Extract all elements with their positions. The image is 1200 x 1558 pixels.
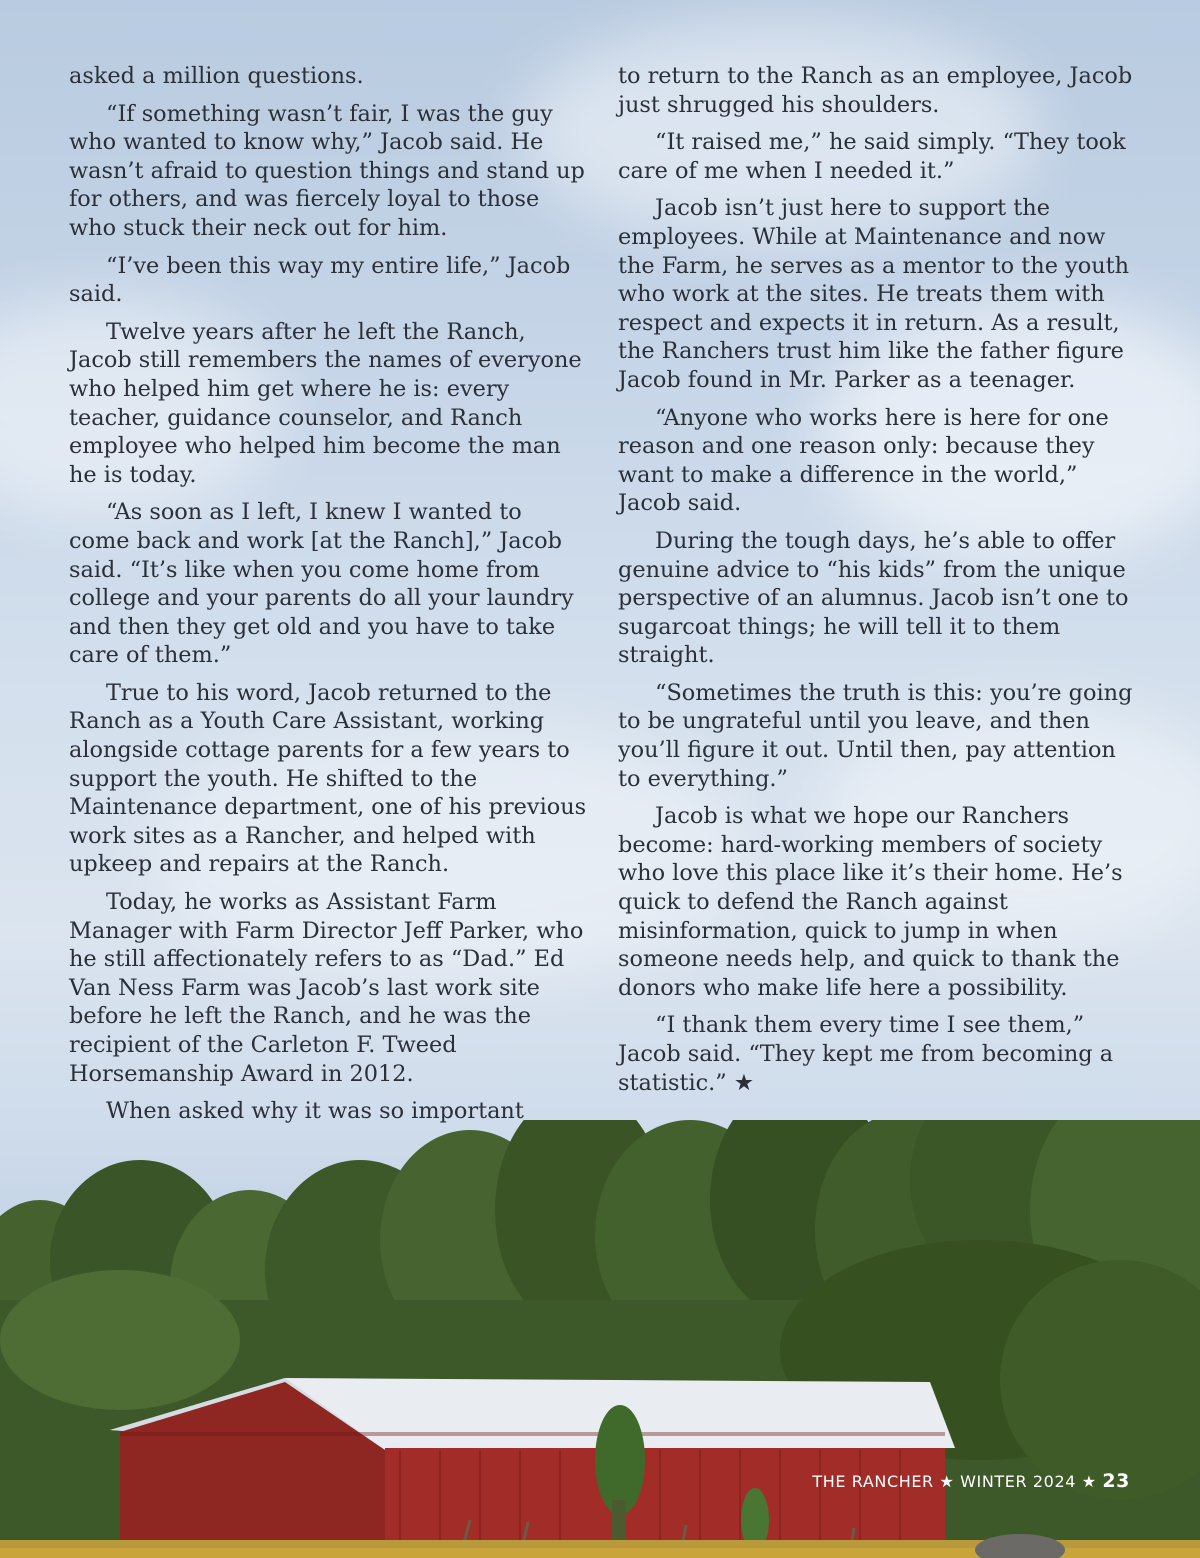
paragraph: When asked why it was so important	[106, 1098, 524, 1125]
paragraph: to return to the Ranch as an employee, Jacob just shrugged his shoulders.	[618, 63, 1133, 118]
paragraph: “I thank them every time I see them,” Jacob said. “They kept me from becoming a statistic.” ★	[618, 1012, 1114, 1096]
paragraph: “I’ve been this way my entire life,” Jacob said.	[69, 252, 571, 308]
paragraph: “Sometimes the truth is this: you’re going to be ungrateful until you leave, and then you’ll figure it out. Until then, pay attention to everything.”	[618, 679, 1133, 792]
paragraph: Jacob isn’t just here to support the employees. While at Maintenance and now the Farm, he serves as a mentor to the youth who work at the sites. He treats them with respect and expects it in return. As a result, the Ranchers trust him like the father figure Jacob found in Mr. Parker as a teenager.	[618, 195, 1130, 393]
paragraph: Today, he works as Assistant Farm Manager with Farm Director Jeff Parker, who he still affectionately refers to as “Dad.” Ed Van Ness Farm was Jacob’s last work site before he left the Ranch, and he was the recipient of the Carleton F. Tweed Horsemanship Award in 2012.	[69, 889, 584, 1087]
publication-name: THE RANCHER	[812, 1472, 934, 1491]
paragraph: “If something wasn’t fair, I was the guy who wanted to know why,” Jacob said. He wasn’t afraid to question things and stand up for others, and was fiercely loyal to those who stuck their neck out for him.	[69, 100, 585, 241]
paragraph: True to his word, Jacob returned to the Ranch as a Youth Care Assistant, working alongside cottage parents for a few years to support the youth. He shifted to the Maintenance department, one of his previous work sites as a Rancher, and helped with upkeep and repairs at the Ranch.	[69, 679, 587, 878]
article-column-left	[69, 62, 589, 1135]
star-icon: ★	[1081, 1472, 1097, 1491]
star-icon: ★	[939, 1472, 955, 1491]
paragraph: Twelve years after he left the Ranch, Jacob still remembers the names of everyone who helped him get where he is: every teacher, guidance counselor, and Ranch employee who helped him become the man he is today.	[69, 318, 582, 488]
paragraph: asked a million questions.	[69, 63, 364, 89]
paragraph: During the tough days, he’s able to offer genuine advice to “his kids” from the unique perspective of an alumnus. Jacob isn’t one to sugarcoat things; he will tell it to them straight.	[618, 527, 1129, 669]
front-tree	[595, 1405, 645, 1515]
farm-scene-photo	[0, 1120, 1200, 1558]
page-footer	[812, 1470, 1130, 1492]
paragraph: “Anyone who works here is here for one reason and one reason only: because they want to make a difference in the world,” Jacob said.	[618, 404, 1109, 517]
paragraph: Jacob is what we hope our Ranchers become: hard-working members of society who love this place like it’s their home. He’s quick to defend the Ranch against misinformation, quick to jump in when someone needs help, and quick to thank the donors who make life here a possibility.	[618, 803, 1123, 1001]
page-number: 23	[1102, 1470, 1130, 1492]
article-column-right	[618, 62, 1138, 1106]
paragraph: “It raised me,” he said simply. “They took care of me when I needed it.”	[618, 129, 1126, 184]
paragraph: “As soon as I left, I knew I wanted to come back and work [at the Ranch],” Jacob said. “It’s like when you come home from college and your parents do all your laundry and then they get old and you have to take care of them.”	[69, 499, 574, 669]
issue-date: WINTER 2024	[960, 1472, 1077, 1491]
